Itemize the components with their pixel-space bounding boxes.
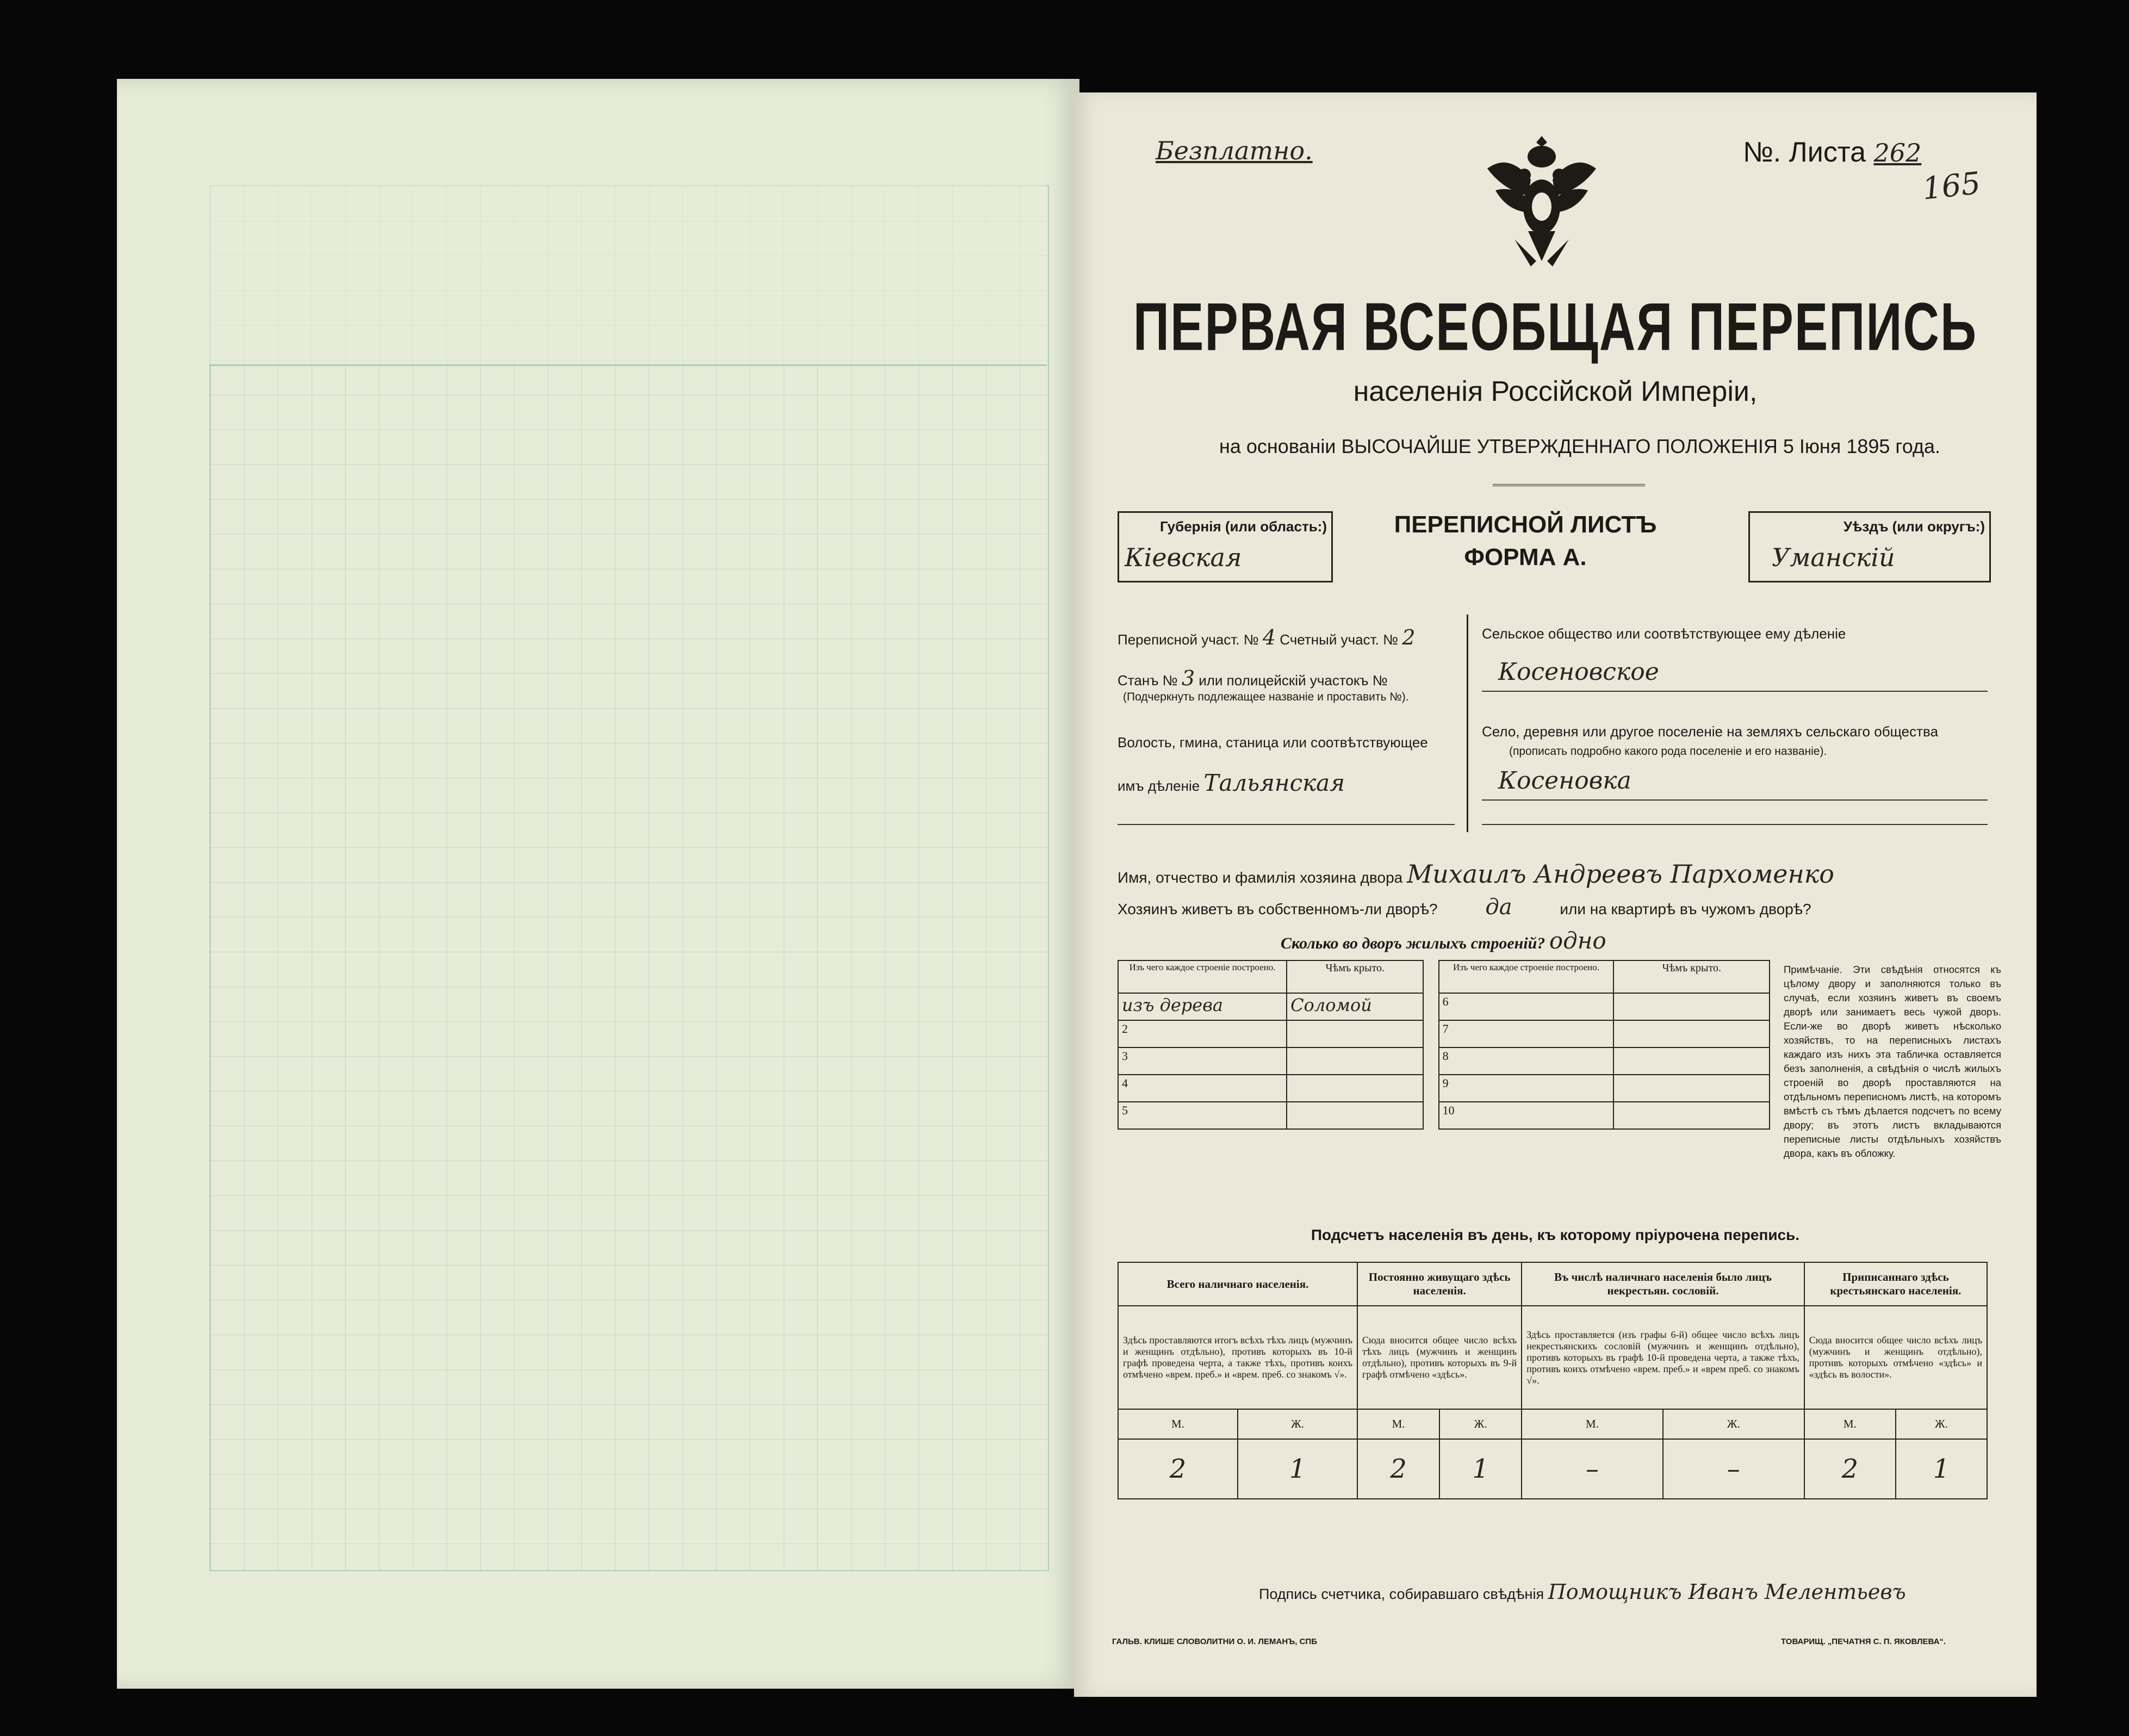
district-box: [1748, 511, 1991, 582]
census-section-value: 4: [1262, 625, 1276, 649]
count-desc-permanent: Сюда вносится общее число всѣхъ тѣхъ лицъ (мужчинъ и женщинъ отдѣльно), противъ которыхъ въ 9-й графѣ отмѣчено «здѣсь».: [1357, 1306, 1522, 1409]
village-line: [1482, 799, 1988, 801]
village-label: Село, деревня или другое поселеніе на земляхъ сельскаго общества: [1482, 723, 1939, 740]
stan-label: Станъ №: [1118, 672, 1178, 689]
count-value-registered-m: 2: [1804, 1439, 1896, 1499]
lives-value: да: [1485, 895, 1512, 920]
count-title: Подсчетъ населенія въ день, къ которому пріурочена перепись.: [1311, 1226, 1800, 1243]
show-through-header: [209, 185, 1047, 366]
stan-value: 3: [1181, 666, 1195, 690]
buildings-col-material: Изъ чего каждое строеніе построено.: [1118, 960, 1287, 993]
field-column-divider: [1467, 615, 1468, 832]
lives-field: [1118, 895, 1811, 920]
row6-roof: [1613, 993, 1770, 1020]
row3-material: 3: [1118, 1047, 1287, 1075]
count-value-non-peasant-m: –: [1522, 1439, 1663, 1499]
census-section-label: Переписной участ. №: [1118, 631, 1259, 648]
district-label: Уѣздъ (или округъ:): [1843, 518, 1985, 535]
province-label: Губернія (или область:): [1159, 518, 1327, 535]
buildings-col-roof: Чѣмъ крыто.: [1287, 960, 1423, 993]
lives-label: Хозяинъ живетъ въ собственномъ-ли дворѣ?: [1118, 901, 1438, 917]
owner-label: Имя, отчество и фамилія хозяина двора: [1118, 869, 1403, 886]
legal-basis: на основаніи ВЫСОЧАЙШЕ УТВЕРЖДЕННАГО ПОЛОЖЕНІЯ 5 Іюня 1895 года.: [1219, 435, 1940, 457]
volost-label-2: имъ дѣленіе: [1118, 778, 1200, 794]
stan-field: [1118, 666, 1388, 690]
volost-label-1: Волость, гмина, станица или соотвѣтствующее: [1118, 734, 1428, 751]
village-extra-line: [1482, 824, 1988, 825]
count-value-total-m: 2: [1118, 1439, 1238, 1499]
count-m-label: М.: [1804, 1409, 1896, 1439]
count-value-non-peasant-zh: –: [1663, 1439, 1804, 1499]
stan-note: (Подчеркнуть подлежащее названіе и проставить №).: [1123, 691, 1409, 703]
buildings-value: одно: [1549, 927, 1606, 954]
count-section-value: 2: [1402, 625, 1416, 649]
sheet-number-value: 262: [1873, 138, 1922, 168]
buildings-table: [1118, 960, 1770, 1130]
corner-mark: 165: [1920, 165, 1982, 207]
row3-roof: [1287, 1047, 1423, 1075]
row4-material: 4: [1118, 1075, 1287, 1102]
row5-roof: [1287, 1102, 1423, 1129]
count-header-registered: Приписаннаго здѣсь крестьянскаго населенія.: [1804, 1262, 1987, 1306]
row10-roof: [1613, 1102, 1770, 1129]
province-box: [1118, 511, 1333, 582]
count-zh-label: Ж.: [1663, 1409, 1804, 1439]
row4-roof: [1287, 1075, 1423, 1102]
count-value-permanent-m: 2: [1357, 1439, 1439, 1499]
note-text: Примѣчаніе. Эти свѣдѣнія относятся къ цѣлому двору и заполняются только въ случаѣ, если хозяинъ живетъ въ своемъ дворѣ или занимаетъ весь чужой дворъ. Если-же во дворѣ живетъ нѣсколько хозяйствъ, то на переписныхъ листахъ каждаго изъ нихъ эта табличка оставляется безъ заполненія, а свѣдѣнія о числѣ жилыхъ строеній во дворѣ проставляются на отдѣльномъ переписномъ листѣ, на которомъ вмѣстѣ съ тѣмъ дѣлается подсчетъ по всему двору; въ этотъ листъ вкладываются переписные листы отдѣльныхъ хозяйствъ двора, какъ въ обложку.: [1784, 964, 2001, 1159]
footer-right: ТОВАРИЩ. „ПЕЧАТНЯ С. П. ЯКОВЛЕВА“.: [1781, 1637, 1946, 1646]
society-value: Косеновское: [1498, 658, 1659, 686]
row1-material: изъ дерева: [1118, 993, 1287, 1020]
or-quarter-label: или на квартирѣ въ чужомъ дворѣ?: [1560, 901, 1811, 917]
signature-field: [1259, 1580, 1906, 1604]
count-zh-label: Ж.: [1439, 1409, 1522, 1439]
row9-material: 9: [1439, 1075, 1614, 1102]
volost-value: Тальянская: [1203, 770, 1345, 796]
sheet-number-label: №. Листа: [1743, 137, 1866, 168]
census-form-page: [1074, 92, 2037, 1697]
village-value: Косеновка: [1498, 767, 1631, 795]
form-title-line-1: ПЕРЕПИСНОЙ ЛИСТЪ: [1394, 511, 1657, 538]
row6-material: 6: [1439, 993, 1614, 1020]
count-section-label: Счетный участ. №: [1280, 631, 1398, 648]
signature-label: Подпись счетчика, собиравшаго свѣдѣнія: [1259, 1586, 1544, 1602]
district-value: Уманскій: [1772, 543, 1895, 572]
count-header-permanent: Постоянно живущаго здѣсь населенія.: [1357, 1262, 1522, 1306]
society-label: Сельское общество или соотвѣтствующее ему дѣленіе: [1482, 625, 1846, 642]
row5-material: 5: [1118, 1102, 1287, 1129]
row8-roof: [1613, 1047, 1770, 1075]
buildings-field: [1281, 927, 1606, 954]
row9-roof: [1613, 1075, 1770, 1102]
count-m-label: М.: [1522, 1409, 1663, 1439]
footer-left: ГАЛЬВ. КЛИШЕ СЛОВОЛИТНИ О. И. ЛЕМАНЪ, СПБ: [1112, 1637, 1317, 1646]
count-value-total-zh: 1: [1238, 1439, 1357, 1499]
count-m-label: М.: [1118, 1409, 1238, 1439]
row2-material: 2: [1118, 1020, 1287, 1047]
row2-roof: [1287, 1020, 1423, 1047]
free-label: Безплатно.: [1156, 136, 1313, 165]
buildings-col-roof-2: Чѣмъ крыто.: [1613, 960, 1770, 993]
form-title-line-2: ФОРМА А.: [1464, 544, 1587, 571]
left-page: [117, 79, 1079, 1689]
show-through-grid: [209, 185, 1049, 1571]
buildings-col-material-2: Изъ чего каждое строеніе построено.: [1439, 960, 1614, 993]
signature-value: Помощникъ Иванъ Мелентьевъ: [1548, 1580, 1906, 1604]
count-desc-registered: Сюда вносится общее число всѣхъ лицъ (мужчинъ и женщинъ отдѣльно), противъ которыхъ отмѣчено «здѣсь» и «здѣсь въ волости».: [1804, 1306, 1987, 1409]
count-desc-non-peasant: Здѣсь проставляется (изъ графы 6-й) общее число всѣхъ лицъ некрестьянскихъ сословій (мужчинъ и женщинъ отдѣльно), противъ которыхъ въ графѣ 10-й проведена черта, а также тѣхъ, противъ коихъ отмѣчено «врем. преб.» и «врем преб. со знакомъ √».: [1522, 1306, 1804, 1409]
row7-material: 7: [1439, 1020, 1614, 1047]
row7-roof: [1613, 1020, 1770, 1047]
imperial-eagle-emblem: [1476, 131, 1607, 272]
subtitle: населенія Россійской Имперіи,: [1353, 376, 1758, 407]
count-header-total: Всего наличнаго населенія.: [1118, 1262, 1357, 1306]
society-line: [1482, 691, 1988, 692]
owner-field: [1118, 859, 1834, 889]
population-count-table: [1118, 1262, 1988, 1499]
count-m-label: М.: [1357, 1409, 1439, 1439]
count-value-permanent-zh: 1: [1439, 1439, 1522, 1499]
owner-value: Михаилъ Андреевъ Пархоменко: [1407, 859, 1834, 889]
count-header-non-peasant: Въ числѣ наличнаго населенія было лицъ некрестьян. сословій.: [1522, 1262, 1804, 1306]
row10-material: 10: [1439, 1102, 1614, 1129]
volost-field: [1118, 770, 1345, 796]
province-value: Кіевская: [1125, 543, 1242, 572]
count-zh-label: Ж.: [1896, 1409, 1987, 1439]
village-note: (прописать подробно какого рода поселеніе и его названіе).: [1509, 745, 1827, 758]
count-value-registered-zh: 1: [1896, 1439, 1987, 1499]
census-section-field: [1118, 625, 1415, 649]
row1-roof: Соломой: [1287, 993, 1423, 1020]
row8-material: 8: [1439, 1047, 1614, 1075]
main-title: ПЕРВАЯ ВСЕОБЩАЯ ПЕРЕПИСЬ: [1133, 289, 1978, 365]
buildings-label: Сколько во дворъ жилыхъ строеній?: [1281, 934, 1545, 952]
count-zh-label: Ж.: [1238, 1409, 1357, 1439]
ornament-divider: [1493, 484, 1645, 486]
volost-extra-line: [1118, 824, 1455, 825]
police-label: или полицейскій участокъ №: [1199, 672, 1388, 689]
count-desc-total: Здѣсь проставляются итогъ всѣхъ тѣхъ лицъ (мужчинъ и женщинъ отдѣльно), противъ которыхъ въ 10-й графѣ проведена черта, а также тѣхъ, противъ коихъ отмѣчено «врем. преб.» и «врем. преб. со знакомъ √».: [1118, 1306, 1357, 1409]
